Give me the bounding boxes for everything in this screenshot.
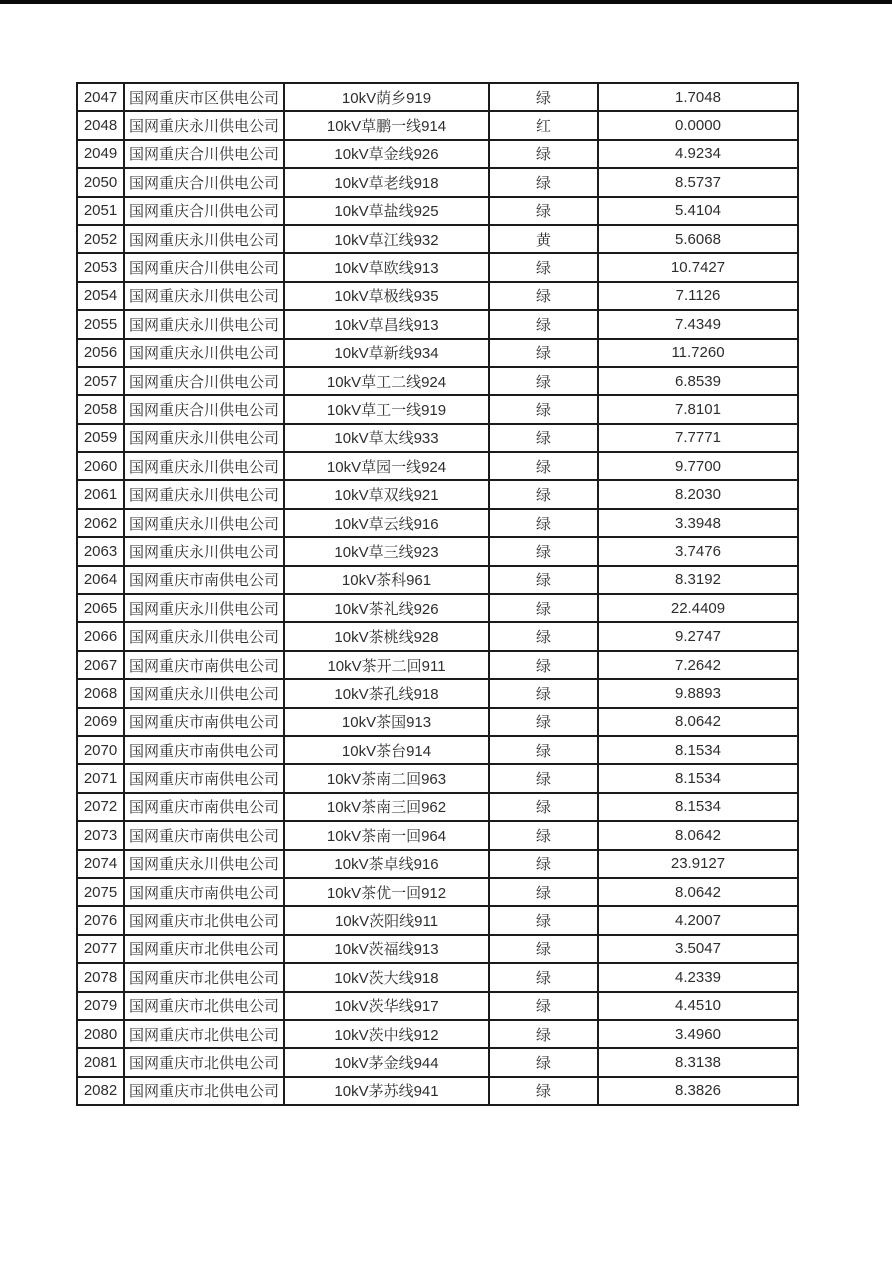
table-row [77, 282, 798, 310]
line-name-cell: 10kV草欧线913 [284, 253, 489, 281]
line-name-cell: 10kV茅金线944 [284, 1048, 489, 1076]
company-cell: 国网重庆市南供电公司 [124, 651, 284, 679]
power-line-table [76, 82, 799, 1106]
status-color-cell: 绿 [489, 367, 598, 395]
line-name-cell: 10kV草老线918 [284, 168, 489, 196]
row-number-cell: 2056 [77, 339, 124, 367]
line-name-cell: 10kV草云线916 [284, 509, 489, 537]
value-cell: 4.4510 [598, 992, 798, 1020]
row-number-cell: 2074 [77, 850, 124, 878]
value-cell: 8.3826 [598, 1077, 798, 1105]
line-name-cell: 10kV茶国913 [284, 708, 489, 736]
row-number-cell: 2050 [77, 168, 124, 196]
table-row [77, 452, 798, 480]
table-row [77, 679, 798, 707]
value-cell: 3.5047 [598, 935, 798, 963]
top-edge-bar [0, 0, 892, 4]
status-color-cell: 绿 [489, 395, 598, 423]
line-name-cell: 10kV茶开二回911 [284, 651, 489, 679]
value-cell: 10.7427 [598, 253, 798, 281]
status-color-cell: 绿 [489, 480, 598, 508]
status-color-cell: 绿 [489, 679, 598, 707]
status-color-cell: 红 [489, 111, 598, 139]
value-cell: 9.8893 [598, 679, 798, 707]
table-row [77, 395, 798, 423]
row-number-cell: 2080 [77, 1020, 124, 1048]
company-cell: 国网重庆合川供电公司 [124, 367, 284, 395]
value-cell: 8.5737 [598, 168, 798, 196]
table-row [77, 878, 798, 906]
line-name-cell: 10kV茨中线912 [284, 1020, 489, 1048]
company-cell: 国网重庆市北供电公司 [124, 935, 284, 963]
row-number-cell: 2059 [77, 424, 124, 452]
row-number-cell: 2060 [77, 452, 124, 480]
line-name-cell: 10kV草园一线924 [284, 452, 489, 480]
company-cell: 国网重庆合川供电公司 [124, 253, 284, 281]
table-row [77, 424, 798, 452]
table-row [77, 1048, 798, 1076]
company-cell: 国网重庆合川供电公司 [124, 168, 284, 196]
line-name-cell: 10kV茨福线913 [284, 935, 489, 963]
row-number-cell: 2070 [77, 736, 124, 764]
status-color-cell: 黄 [489, 225, 598, 253]
table-row [77, 906, 798, 934]
status-color-cell: 绿 [489, 452, 598, 480]
company-cell: 国网重庆市南供电公司 [124, 708, 284, 736]
status-color-cell: 绿 [489, 622, 598, 650]
status-color-cell: 绿 [489, 651, 598, 679]
value-cell: 7.7771 [598, 424, 798, 452]
status-color-cell: 绿 [489, 1048, 598, 1076]
value-cell: 8.0642 [598, 821, 798, 849]
table-row [77, 992, 798, 1020]
company-cell: 国网重庆市北供电公司 [124, 963, 284, 991]
status-color-cell: 绿 [489, 906, 598, 934]
line-name-cell: 10kV草工二线924 [284, 367, 489, 395]
line-name-cell: 10kV茶礼线926 [284, 594, 489, 622]
company-cell: 国网重庆永川供电公司 [124, 679, 284, 707]
company-cell: 国网重庆市南供电公司 [124, 821, 284, 849]
table-row [77, 509, 798, 537]
value-cell: 8.3192 [598, 566, 798, 594]
company-cell: 国网重庆永川供电公司 [124, 594, 284, 622]
status-color-cell: 绿 [489, 736, 598, 764]
line-name-cell: 10kV草极线935 [284, 282, 489, 310]
status-color-cell: 绿 [489, 83, 598, 111]
status-color-cell: 绿 [489, 282, 598, 310]
status-color-cell: 绿 [489, 424, 598, 452]
company-cell: 国网重庆市区供电公司 [124, 83, 284, 111]
status-color-cell: 绿 [489, 566, 598, 594]
company-cell: 国网重庆永川供电公司 [124, 424, 284, 452]
table-row [77, 168, 798, 196]
line-name-cell: 10kV草江线932 [284, 225, 489, 253]
value-cell: 4.9234 [598, 140, 798, 168]
value-cell: 8.2030 [598, 480, 798, 508]
value-cell: 1.7048 [598, 83, 798, 111]
table-row [77, 111, 798, 139]
value-cell: 8.3138 [598, 1048, 798, 1076]
row-number-cell: 2051 [77, 197, 124, 225]
company-cell: 国网重庆市南供电公司 [124, 736, 284, 764]
row-number-cell: 2082 [77, 1077, 124, 1105]
table-row [77, 225, 798, 253]
status-color-cell: 绿 [489, 197, 598, 225]
company-cell: 国网重庆永川供电公司 [124, 310, 284, 338]
company-cell: 国网重庆市北供电公司 [124, 1077, 284, 1105]
status-color-cell: 绿 [489, 935, 598, 963]
value-cell: 8.1534 [598, 764, 798, 792]
company-cell: 国网重庆永川供电公司 [124, 850, 284, 878]
row-number-cell: 2061 [77, 480, 124, 508]
value-cell: 22.4409 [598, 594, 798, 622]
row-number-cell: 2073 [77, 821, 124, 849]
value-cell: 5.6068 [598, 225, 798, 253]
company-cell: 国网重庆市南供电公司 [124, 764, 284, 792]
value-cell: 0.0000 [598, 111, 798, 139]
line-name-cell: 10kV茶南二回963 [284, 764, 489, 792]
value-cell: 7.8101 [598, 395, 798, 423]
table-row [77, 140, 798, 168]
table-row [77, 83, 798, 111]
status-color-cell: 绿 [489, 850, 598, 878]
table-body [77, 83, 798, 1105]
line-name-cell: 10kV草盐线925 [284, 197, 489, 225]
row-number-cell: 2081 [77, 1048, 124, 1076]
table-row [77, 253, 798, 281]
table-row [77, 736, 798, 764]
value-cell: 8.0642 [598, 878, 798, 906]
row-number-cell: 2058 [77, 395, 124, 423]
table-row [77, 339, 798, 367]
row-number-cell: 2049 [77, 140, 124, 168]
table-row [77, 1020, 798, 1048]
table-row [77, 651, 798, 679]
line-name-cell: 10kV草鹏一线914 [284, 111, 489, 139]
table-row [77, 764, 798, 792]
line-name-cell: 10kV草太线933 [284, 424, 489, 452]
line-name-cell: 10kV茅苏线941 [284, 1077, 489, 1105]
status-color-cell: 绿 [489, 168, 598, 196]
table-row [77, 310, 798, 338]
row-number-cell: 2066 [77, 622, 124, 650]
row-number-cell: 2053 [77, 253, 124, 281]
value-cell: 8.1534 [598, 793, 798, 821]
row-number-cell: 2076 [77, 906, 124, 934]
row-number-cell: 2065 [77, 594, 124, 622]
row-number-cell: 2068 [77, 679, 124, 707]
line-name-cell: 10kV茨大线918 [284, 963, 489, 991]
value-cell: 7.2642 [598, 651, 798, 679]
value-cell: 5.4104 [598, 197, 798, 225]
line-name-cell: 10kV茶卓线916 [284, 850, 489, 878]
table-row [77, 1077, 798, 1105]
table-row [77, 963, 798, 991]
line-name-cell: 10kV茶桃线928 [284, 622, 489, 650]
table-row [77, 622, 798, 650]
row-number-cell: 2063 [77, 537, 124, 565]
status-color-cell: 绿 [489, 509, 598, 537]
table-row [77, 850, 798, 878]
company-cell: 国网重庆市南供电公司 [124, 566, 284, 594]
value-cell: 3.4960 [598, 1020, 798, 1048]
company-cell: 国网重庆永川供电公司 [124, 225, 284, 253]
table-row [77, 197, 798, 225]
status-color-cell: 绿 [489, 140, 598, 168]
table-row [77, 821, 798, 849]
value-cell: 4.2007 [598, 906, 798, 934]
line-name-cell: 10kV茶南三回962 [284, 793, 489, 821]
row-number-cell: 2071 [77, 764, 124, 792]
company-cell: 国网重庆合川供电公司 [124, 140, 284, 168]
company-cell: 国网重庆永川供电公司 [124, 480, 284, 508]
status-color-cell: 绿 [489, 339, 598, 367]
value-cell: 6.8539 [598, 367, 798, 395]
table-row [77, 594, 798, 622]
company-cell: 国网重庆永川供电公司 [124, 537, 284, 565]
line-name-cell: 10kV茶南一回964 [284, 821, 489, 849]
table-row [77, 367, 798, 395]
line-name-cell: 10kV草新线934 [284, 339, 489, 367]
row-number-cell: 2078 [77, 963, 124, 991]
row-number-cell: 2067 [77, 651, 124, 679]
company-cell: 国网重庆永川供电公司 [124, 111, 284, 139]
line-name-cell: 10kV茨华线917 [284, 992, 489, 1020]
company-cell: 国网重庆市北供电公司 [124, 906, 284, 934]
status-color-cell: 绿 [489, 537, 598, 565]
row-number-cell: 2072 [77, 793, 124, 821]
company-cell: 国网重庆永川供电公司 [124, 339, 284, 367]
value-cell: 7.1126 [598, 282, 798, 310]
company-cell: 国网重庆市北供电公司 [124, 1048, 284, 1076]
row-number-cell: 2079 [77, 992, 124, 1020]
company-cell: 国网重庆永川供电公司 [124, 622, 284, 650]
row-number-cell: 2048 [77, 111, 124, 139]
status-color-cell: 绿 [489, 821, 598, 849]
status-color-cell: 绿 [489, 310, 598, 338]
value-cell: 11.7260 [598, 339, 798, 367]
value-cell: 3.7476 [598, 537, 798, 565]
table-row [77, 708, 798, 736]
company-cell: 国网重庆市北供电公司 [124, 1020, 284, 1048]
line-name-cell: 10kV茶科961 [284, 566, 489, 594]
row-number-cell: 2075 [77, 878, 124, 906]
table-row [77, 566, 798, 594]
status-color-cell: 绿 [489, 594, 598, 622]
status-color-cell: 绿 [489, 963, 598, 991]
row-number-cell: 2062 [77, 509, 124, 537]
line-name-cell: 10kV荫乡919 [284, 83, 489, 111]
row-number-cell: 2069 [77, 708, 124, 736]
company-cell: 国网重庆合川供电公司 [124, 395, 284, 423]
value-cell: 9.7700 [598, 452, 798, 480]
row-number-cell: 2064 [77, 566, 124, 594]
value-cell: 7.4349 [598, 310, 798, 338]
company-cell: 国网重庆市北供电公司 [124, 992, 284, 1020]
line-name-cell: 10kV茶台914 [284, 736, 489, 764]
status-color-cell: 绿 [489, 253, 598, 281]
line-name-cell: 10kV草三线923 [284, 537, 489, 565]
value-cell: 9.2747 [598, 622, 798, 650]
value-cell: 4.2339 [598, 963, 798, 991]
status-color-cell: 绿 [489, 708, 598, 736]
status-color-cell: 绿 [489, 992, 598, 1020]
row-number-cell: 2047 [77, 83, 124, 111]
status-color-cell: 绿 [489, 1077, 598, 1105]
status-color-cell: 绿 [489, 878, 598, 906]
company-cell: 国网重庆合川供电公司 [124, 197, 284, 225]
company-cell: 国网重庆市南供电公司 [124, 793, 284, 821]
company-cell: 国网重庆永川供电公司 [124, 282, 284, 310]
value-cell: 23.9127 [598, 850, 798, 878]
value-cell: 8.0642 [598, 708, 798, 736]
line-name-cell: 10kV茶孔线918 [284, 679, 489, 707]
value-cell: 3.3948 [598, 509, 798, 537]
table-row [77, 537, 798, 565]
line-name-cell: 10kV草双线921 [284, 480, 489, 508]
company-cell: 国网重庆永川供电公司 [124, 452, 284, 480]
line-name-cell: 10kV草工一线919 [284, 395, 489, 423]
company-cell: 国网重庆市南供电公司 [124, 878, 284, 906]
row-number-cell: 2052 [77, 225, 124, 253]
line-name-cell: 10kV茨阳线911 [284, 906, 489, 934]
row-number-cell: 2057 [77, 367, 124, 395]
row-number-cell: 2054 [77, 282, 124, 310]
table-row [77, 935, 798, 963]
table-row [77, 480, 798, 508]
row-number-cell: 2055 [77, 310, 124, 338]
status-color-cell: 绿 [489, 793, 598, 821]
company-cell: 国网重庆永川供电公司 [124, 509, 284, 537]
line-name-cell: 10kV草金线926 [284, 140, 489, 168]
table-row [77, 793, 798, 821]
line-name-cell: 10kV茶优一回912 [284, 878, 489, 906]
value-cell: 8.1534 [598, 736, 798, 764]
status-color-cell: 绿 [489, 1020, 598, 1048]
line-name-cell: 10kV草昌线913 [284, 310, 489, 338]
row-number-cell: 2077 [77, 935, 124, 963]
status-color-cell: 绿 [489, 764, 598, 792]
